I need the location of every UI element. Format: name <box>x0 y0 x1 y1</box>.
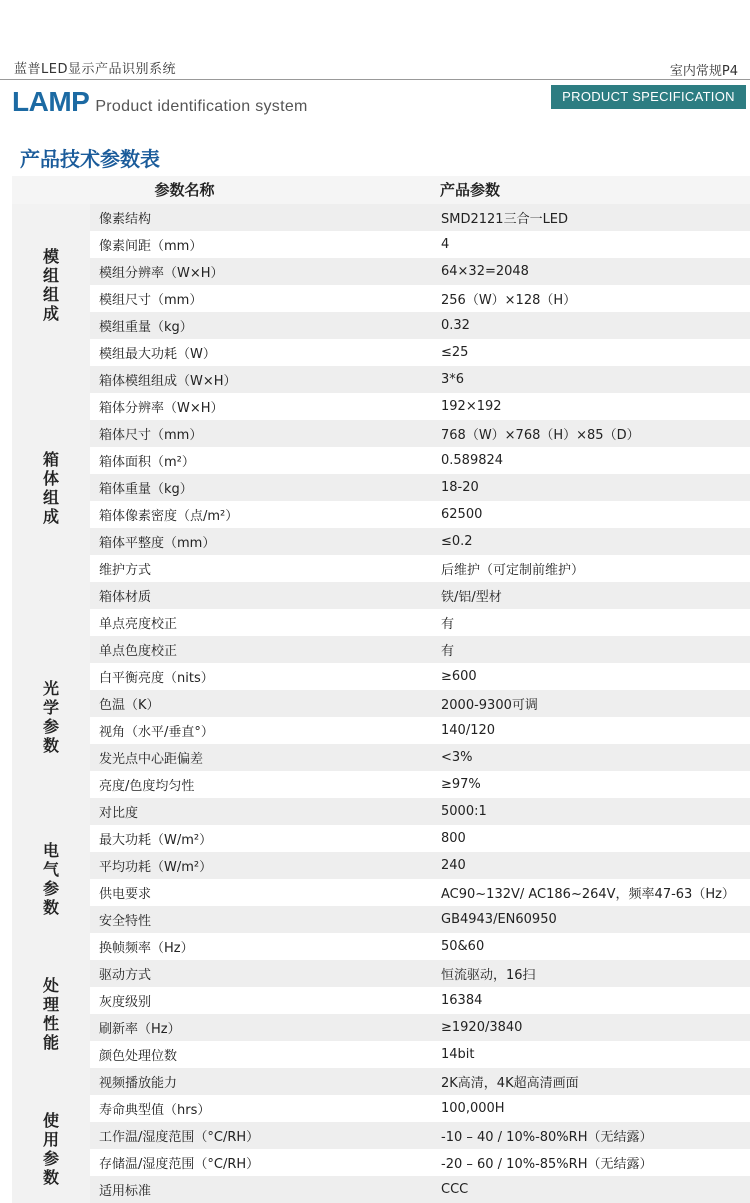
table-row <box>90 474 750 501</box>
param-name: 箱体像素密度（点/m²） <box>99 509 239 524</box>
page-reference: 室内常规P4 <box>669 64 738 79</box>
param-value: 后维护（可定制前维护） <box>441 563 585 578</box>
param-name: 最大功耗（W/m²） <box>99 833 213 848</box>
table-row <box>90 393 750 420</box>
table-row <box>90 717 750 744</box>
table-row <box>90 204 750 231</box>
param-value: 16384 <box>441 993 483 1008</box>
param-name: 安全特性 <box>99 914 152 929</box>
section-label <box>12 609 90 825</box>
param-value: GB4943/EN60950 <box>441 912 557 927</box>
param-value: ≥600 <box>441 669 477 684</box>
param-value: 140/120 <box>441 723 496 738</box>
table-row <box>90 1068 750 1095</box>
section-label-text: 处理性能 <box>42 976 59 1052</box>
param-value: 有 <box>441 644 455 659</box>
param-value: 800 <box>441 831 466 846</box>
table-section <box>12 366 750 609</box>
param-value: ≥97% <box>441 777 481 792</box>
section-rows <box>90 933 750 1095</box>
table-row <box>90 609 750 636</box>
param-value: 有 <box>441 617 455 632</box>
table-row <box>90 1041 750 1068</box>
param-name: 存储温/湿度范围（°C/RH） <box>99 1157 260 1172</box>
param-name: 箱体重量（kg） <box>99 482 193 497</box>
param-value: 192×192 <box>441 399 502 414</box>
table-row <box>90 312 750 339</box>
section-label <box>12 366 90 609</box>
param-value: AC90~132V/ AC186~264V，频率47-63（Hz） <box>441 887 735 902</box>
section-rows <box>90 1095 750 1203</box>
spec-table <box>12 176 750 1203</box>
table-row <box>90 582 750 609</box>
table-section <box>12 204 750 366</box>
param-name: 箱体面积（m²） <box>99 455 195 470</box>
table-row <box>90 1122 750 1149</box>
table-row <box>90 663 750 690</box>
table-row <box>90 987 750 1014</box>
param-value: ≤25 <box>441 345 469 360</box>
section-label <box>12 825 90 933</box>
param-name: 发光点中心距偏差 <box>99 752 204 767</box>
column-header-value: 产品参数 <box>440 181 501 199</box>
table-row <box>90 231 750 258</box>
param-value: -10 – 40 / 10%-80%RH（无结露） <box>441 1130 653 1145</box>
param-value: 0.589824 <box>441 453 504 468</box>
param-value: 恒流驱动，16扫 <box>441 968 536 983</box>
param-value: 14bit <box>441 1047 475 1062</box>
param-value: 5000:1 <box>441 804 487 819</box>
param-name: 供电要求 <box>99 887 152 902</box>
param-name: 白平衡亮度（nits） <box>99 671 214 686</box>
param-name: 维护方式 <box>99 563 152 578</box>
param-name: 箱体分辨率（W×H） <box>99 401 224 416</box>
param-name: 像素结构 <box>99 212 152 227</box>
param-name: 工作温/湿度范围（°C/RH） <box>99 1130 260 1145</box>
param-name: 箱体尺寸（mm） <box>99 428 203 443</box>
param-name: 单点色度校正 <box>99 644 178 659</box>
param-value: ≥1920/3840 <box>441 1020 523 1035</box>
product-specification-badge: PRODUCT SPECIFICATION <box>551 85 746 109</box>
param-value: 4 <box>441 237 450 252</box>
table-section <box>12 825 750 933</box>
param-value: SMD2121三合一LED <box>441 212 569 227</box>
table-section <box>12 609 750 825</box>
param-name: 模组尺寸（mm） <box>99 293 203 308</box>
table-row <box>90 960 750 987</box>
table-row <box>90 879 750 906</box>
param-name: 视角（水平/垂直°） <box>99 725 214 740</box>
param-name: 视频播放能力 <box>99 1076 178 1091</box>
param-name: 平均功耗（W/m²） <box>99 860 213 875</box>
param-name: 模组重量（kg） <box>99 320 193 335</box>
param-value: -20 – 60 / 10%-85%RH（无结露） <box>441 1157 653 1172</box>
param-name: 对比度 <box>99 806 139 821</box>
param-value: 3*6 <box>441 372 465 387</box>
param-name: 像素间距（mm） <box>99 239 203 254</box>
logo-tagline: Product identification system <box>95 98 308 115</box>
table-row <box>90 771 750 798</box>
param-value: 铁/铝/型材 <box>441 590 502 605</box>
section-label-text: 使用参数 <box>42 1111 59 1187</box>
section-label <box>12 1095 90 1203</box>
section-label-text: 箱体组成 <box>42 449 59 526</box>
table-row <box>90 933 750 960</box>
param-value: 0.32 <box>441 318 470 333</box>
table-row <box>90 852 750 879</box>
param-name: 亮度/色度均匀性 <box>99 779 195 794</box>
section-label-text: 光学参数 <box>42 679 59 755</box>
table-row <box>90 1014 750 1041</box>
table-row <box>90 447 750 474</box>
section-rows <box>90 366 750 609</box>
param-name: 驱动方式 <box>99 968 152 983</box>
table-row <box>90 1149 750 1176</box>
table-row <box>90 798 750 825</box>
section-label <box>12 204 90 366</box>
param-name: 单点亮度校正 <box>99 617 178 632</box>
param-name: 模组分辨率（W×H） <box>99 266 224 281</box>
table-row <box>90 366 750 393</box>
table-row <box>90 258 750 285</box>
param-value: 240 <box>441 858 466 873</box>
param-name: 刷新率（Hz） <box>99 1022 181 1037</box>
param-value: 2000-9300可调 <box>441 698 538 713</box>
section-rows <box>90 825 750 933</box>
table-row <box>90 285 750 312</box>
param-value: ≤0.2 <box>441 534 473 549</box>
param-name: 模组最大功耗（W） <box>99 347 216 362</box>
table-row <box>90 744 750 771</box>
param-value: CCC <box>441 1182 469 1197</box>
param-value: 62500 <box>441 507 483 522</box>
param-name: 箱体材质 <box>99 590 152 605</box>
param-name: 颜色处理位数 <box>99 1049 178 1064</box>
param-name: 适用标准 <box>99 1184 152 1199</box>
lamp-logo: LAMP <box>12 86 90 117</box>
param-name: 箱体模组组成（W×H） <box>99 374 237 389</box>
param-value: 768（W）×768（H）×85（D） <box>441 428 640 443</box>
page-title: 产品技术参数表 <box>20 147 160 171</box>
table-row <box>90 825 750 852</box>
param-name: 寿命典型值（hrs） <box>99 1103 211 1118</box>
section-label-text: 电气参数 <box>42 841 59 917</box>
system-name: 蓝普LED显示产品识别系统 <box>14 62 176 77</box>
table-body <box>12 204 750 1203</box>
table-section <box>12 933 750 1095</box>
table-row <box>90 1176 750 1203</box>
table-row <box>90 528 750 555</box>
table-row <box>90 420 750 447</box>
section-rows <box>90 204 750 366</box>
table-row <box>90 501 750 528</box>
param-value: 100,000H <box>441 1101 505 1116</box>
table-row <box>90 690 750 717</box>
table-section <box>12 1095 750 1203</box>
param-value: <3% <box>441 750 473 765</box>
table-row <box>90 555 750 582</box>
param-name: 换帧频率（Hz） <box>99 941 194 956</box>
section-rows <box>90 609 750 825</box>
param-name: 灰度级别 <box>99 995 152 1010</box>
section-label <box>12 933 90 1095</box>
table-row <box>90 906 750 933</box>
param-value: 256（W）×128（H） <box>441 293 577 308</box>
param-value: 64×32=2048 <box>441 264 529 279</box>
table-row <box>90 1095 750 1122</box>
section-label-text: 模组组成 <box>42 247 59 323</box>
table-header <box>12 176 750 204</box>
table-row <box>90 636 750 663</box>
table-row <box>90 339 750 366</box>
param-name: 色温（K） <box>99 698 160 713</box>
param-value: 2K高清，4K超高清画面 <box>441 1076 579 1091</box>
brand-header <box>12 86 308 118</box>
column-header-name: 参数名称 <box>154 181 215 199</box>
param-value: 18-20 <box>441 480 479 495</box>
header-divider <box>0 79 750 80</box>
param-value: 50&60 <box>441 939 485 954</box>
param-name: 箱体平整度（mm） <box>99 536 216 551</box>
